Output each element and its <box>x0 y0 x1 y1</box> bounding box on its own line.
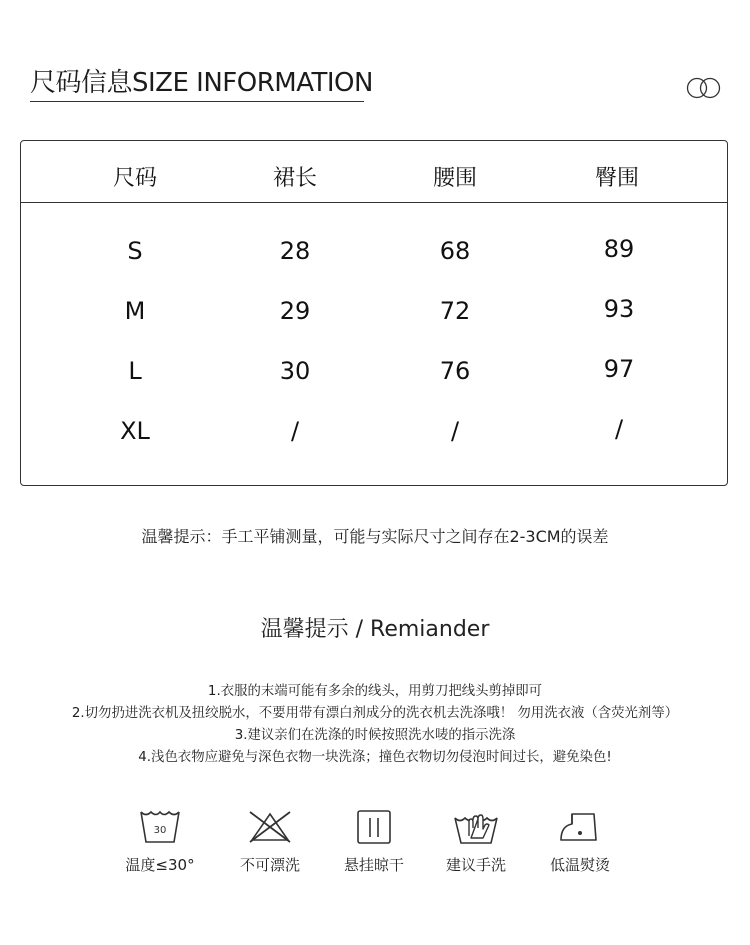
cell-skirt-length: / <box>290 417 300 445</box>
cell-waist: 72 <box>439 297 471 325</box>
header-waist: 腰围 <box>432 166 477 191</box>
double-rings-icon <box>684 76 724 100</box>
cell-waist: 68 <box>439 237 471 265</box>
page-title: 尺码信息SIZE INFORMATION <box>30 68 373 98</box>
wash-symbol-label: 建议手洗 <box>445 856 506 874</box>
cell-hip: / <box>614 415 624 443</box>
cell-size: XL <box>120 417 150 445</box>
cell-hip: 89 <box>603 235 635 263</box>
cell-size: S <box>127 237 143 265</box>
wash-symbol <box>525 808 635 875</box>
cell-skirt-length: 30 <box>279 357 311 385</box>
cell-waist: 76 <box>439 357 471 385</box>
care-note: 2.切勿扔进洗衣机及扭绞脱水，不要用带有漂白剂成分的洗衣机去洗涤哦！ 勿用洗衣液（含荧光剂等） <box>71 706 679 721</box>
no-bleach-icon <box>247 808 293 846</box>
wash-symbol <box>105 808 215 875</box>
care-note: 4.浅色衣物应避免与深色衣物一块洗涤；撞色衣物切勿侵泡时间过长，避免染色! <box>138 750 612 765</box>
wash-temperature-number: 30 <box>153 825 167 836</box>
header-skirt-length: 裙长 <box>272 166 317 191</box>
table-header-divider <box>21 202 727 203</box>
cell-hip: 93 <box>603 295 635 323</box>
size-table <box>20 140 728 486</box>
wash-symbol <box>319 808 429 875</box>
hang-dry-icon <box>355 808 393 846</box>
cell-skirt-length: 29 <box>279 297 311 325</box>
cell-hip: 97 <box>603 355 635 383</box>
wash-symbol-label: 低温熨烫 <box>549 856 610 874</box>
cell-size: L <box>128 357 142 385</box>
cell-size: M <box>124 297 146 325</box>
header-hip: 臀围 <box>594 166 639 191</box>
hand-wash-icon <box>452 808 500 846</box>
wash-30-icon <box>138 808 182 846</box>
wash-symbol <box>421 808 531 875</box>
cell-waist: / <box>450 417 460 445</box>
care-note: 3.建议亲们在洗涤的时候按照洗水唛的指示洗涤 <box>234 728 516 743</box>
header-size: 尺码 <box>112 166 157 191</box>
care-note: 1.衣服的末端可能有多余的线头，用剪刀把线头剪掉即可 <box>207 684 543 699</box>
wash-symbol-label: 悬挂晾干 <box>343 856 404 874</box>
wash-symbol-label: 温度≤30° <box>125 856 195 874</box>
low-iron-icon <box>558 808 602 846</box>
wash-symbol-label: 不可漂洗 <box>239 856 300 874</box>
wash-symbol <box>215 808 325 875</box>
care-section-title: 温馨提示 / Remiander <box>260 617 490 642</box>
title-underline <box>30 101 364 102</box>
measurement-tip: 温馨提示：手工平铺测量，可能与实际尺寸之间存在2-3CM的误差 <box>141 527 609 546</box>
cell-skirt-length: 28 <box>279 237 311 265</box>
